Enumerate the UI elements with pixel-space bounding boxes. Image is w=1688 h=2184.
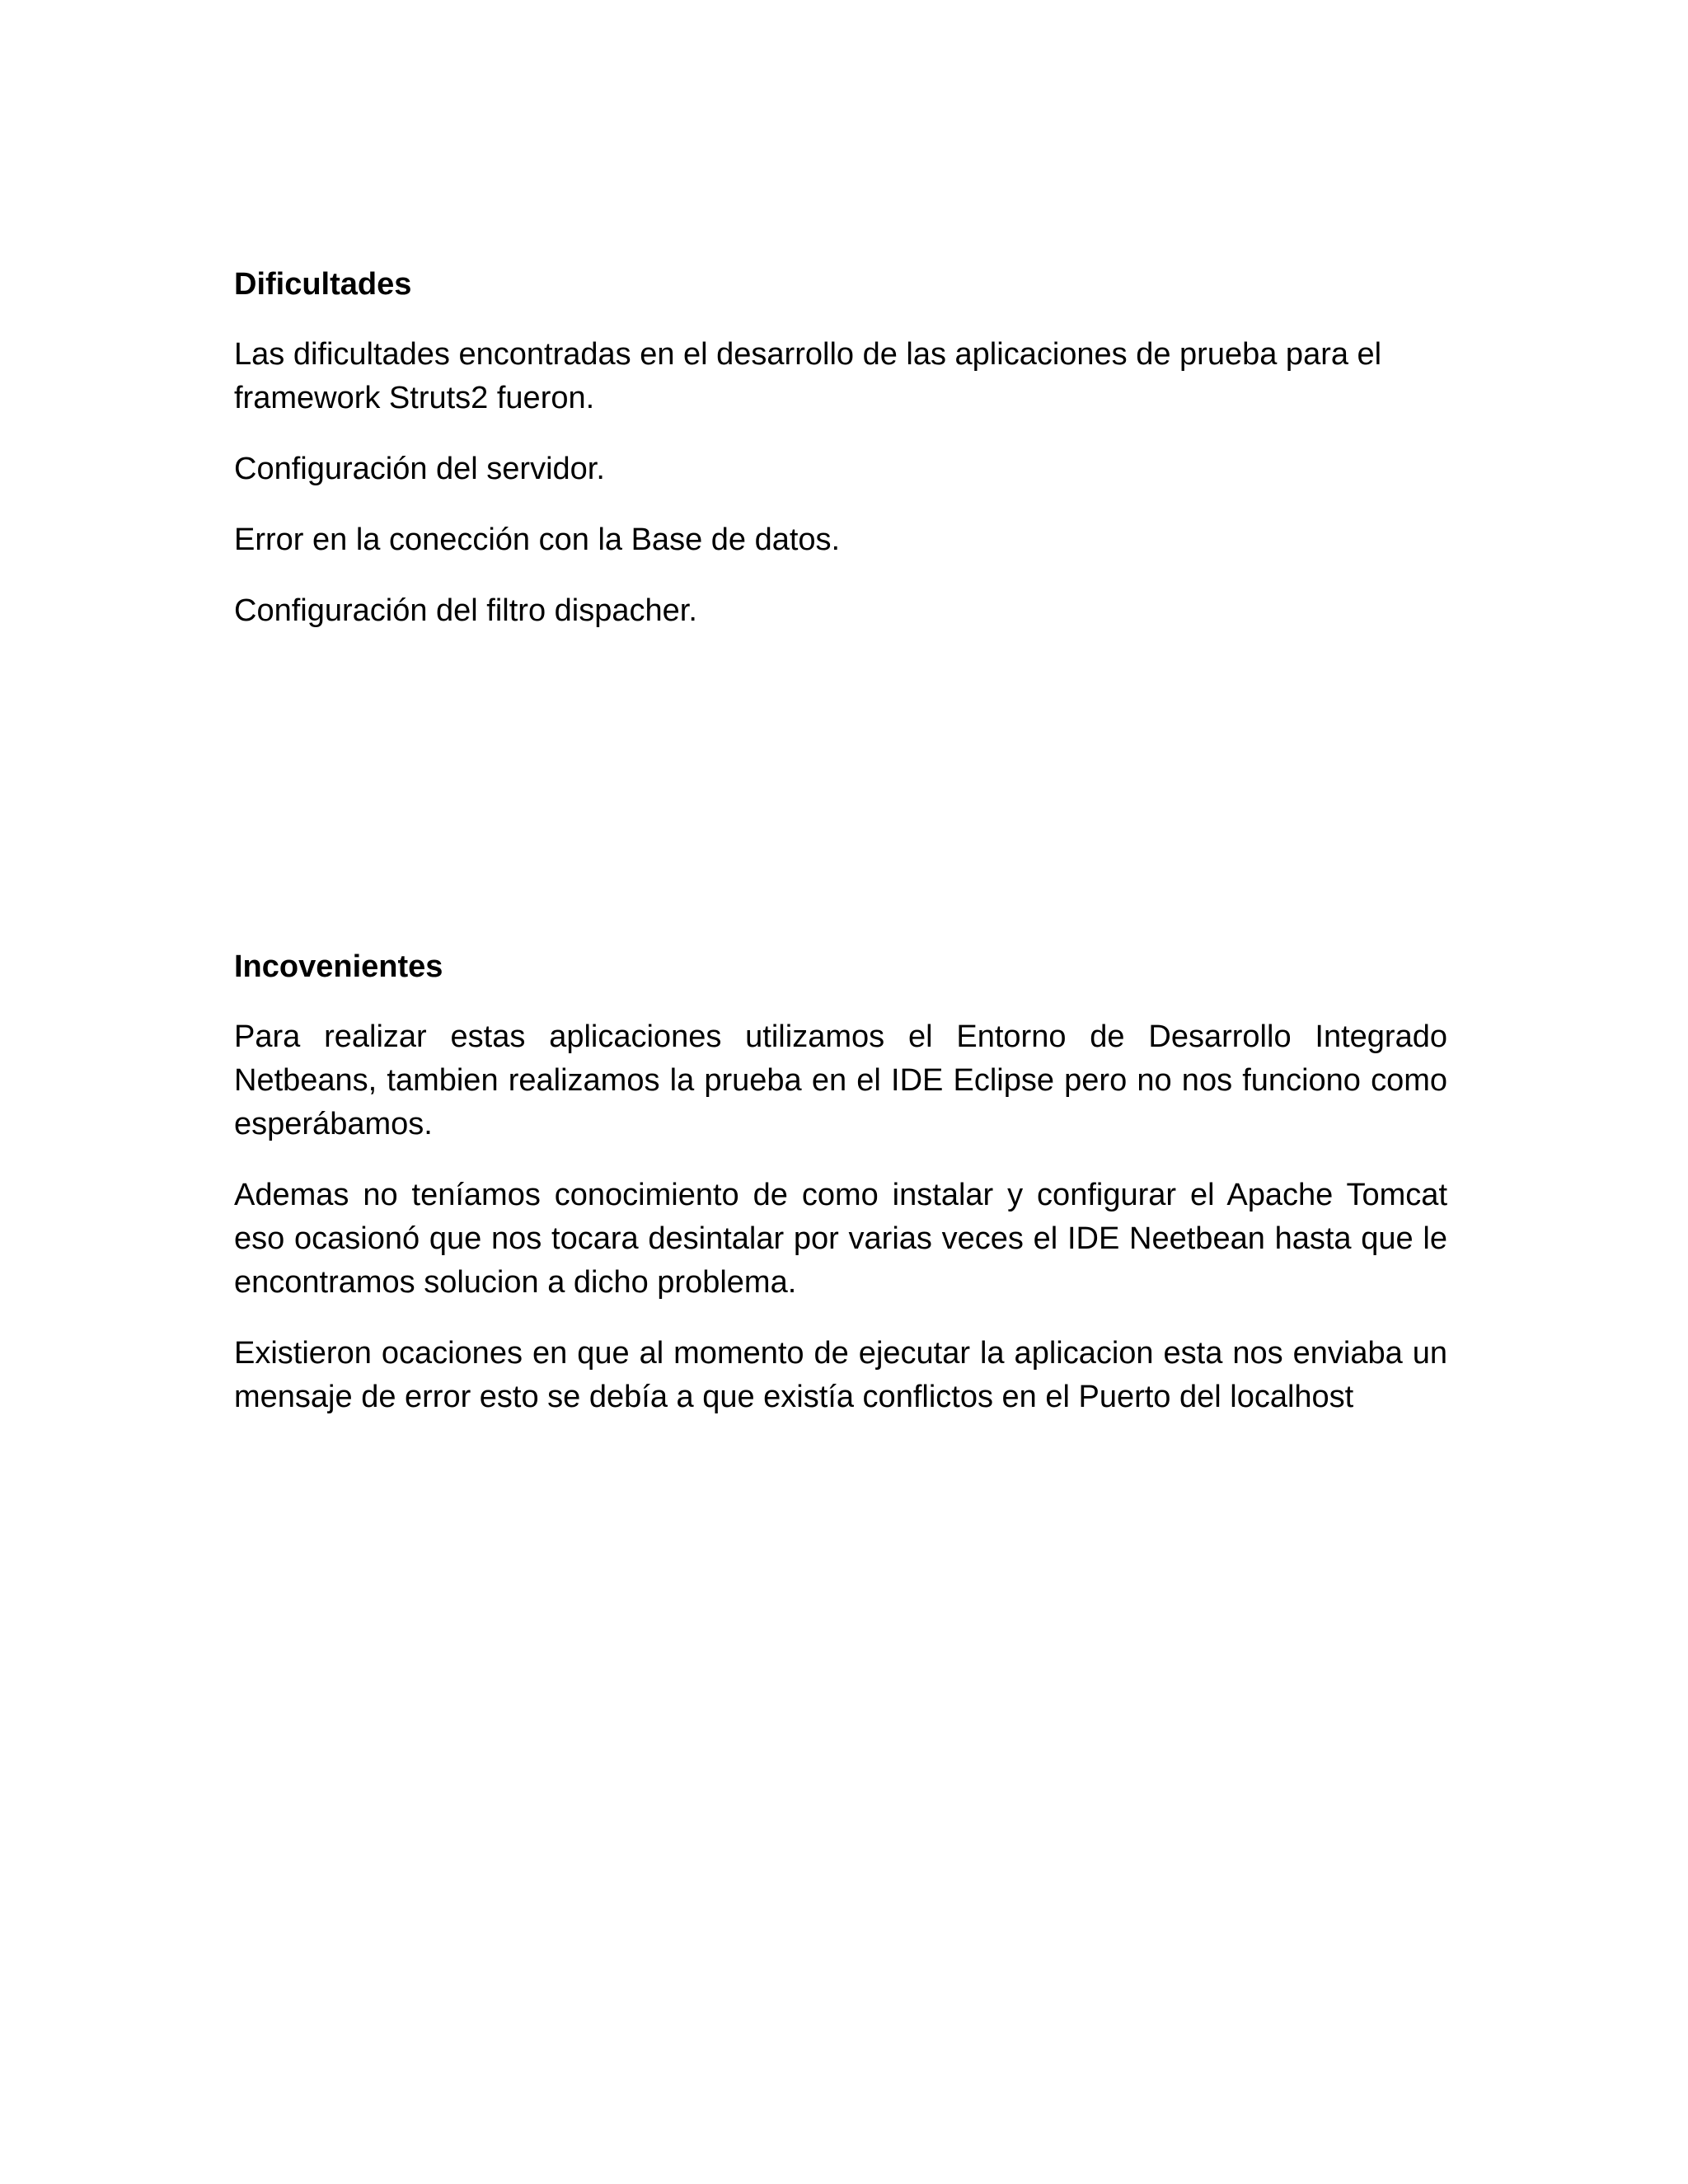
paragraph: Configuración del servidor. [234,452,605,486]
section-heading: Incovenientes [234,949,443,984]
section-dificultades [234,262,1447,660]
paragraph: Para realizar estas aplicaciones utilizamos el Entorno de Desarrollo Integrado Netbeans, tambien realizamos la prueba en el IDE Eclipse pero no nos funciono como esperábamos. [234,1019,1447,1141]
paragraph: Error en la conección con la Base de datos. [234,523,841,557]
section-incovenientes [234,944,1447,1446]
paragraph: Ademas no teníamos conocimiento de como instalar y configurar el Apache Tomcat eso ocasionó que nos tocara desintalar por varias veces el IDE Neetbean hasta que le encontramos solucion a dicho problema. [234,1178,1447,1300]
paragraph: Las dificultades encontradas en el desarrollo de las aplicaciones de prueba para el framework Struts2 fueron. [234,337,1382,415]
paragraph: Configuración del filtro dispacher. [234,593,697,628]
section-heading: Dificultades [234,267,412,302]
paragraph: Existieron ocaciones en que al momento de ejecutar la aplicacion esta nos enviaba un mensaje de error esto se debía a que existía conflictos en el Puerto del localhost [234,1336,1447,1414]
